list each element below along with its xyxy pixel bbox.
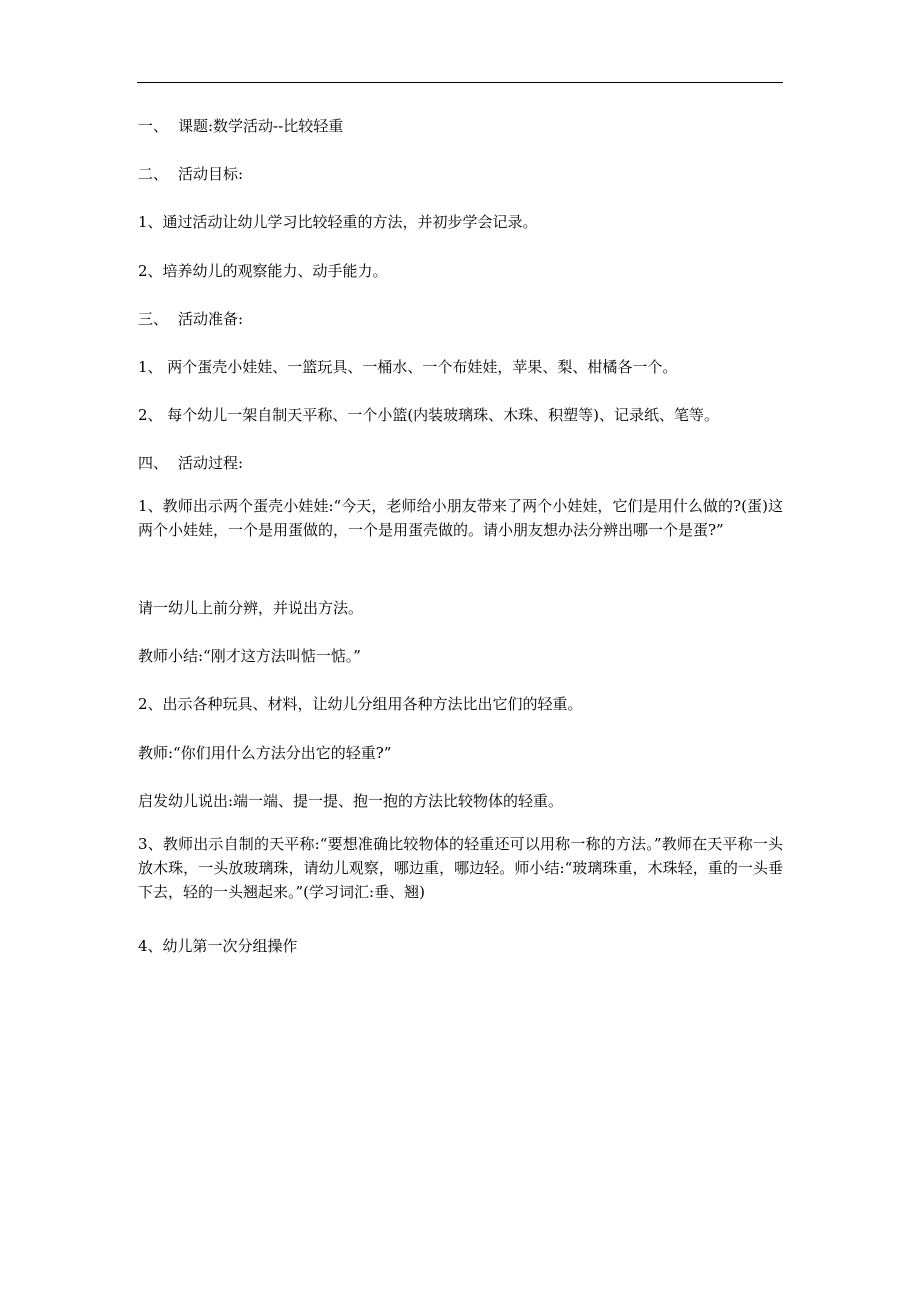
section-heading-process xyxy=(138,452,788,474)
section-heading-preparation xyxy=(138,308,788,330)
process-step-4: 4、幼儿第一次分组操作 xyxy=(138,937,298,955)
process-step-2: 2、出示各种玩具、材料，让幼儿分组用各种方法比出它们的轻重。 xyxy=(138,695,583,713)
section-heading-goals xyxy=(138,163,788,185)
section-heading-topic xyxy=(138,115,788,137)
process-paragraph: 启发幼儿说出:端一端、提一提、抱一抱的方法比较物体的轻重。 xyxy=(138,792,564,810)
section-number: 三、 xyxy=(138,310,169,328)
section-number: 四、 xyxy=(138,454,169,472)
preparation-item-1: 1、 两个蛋壳小娃娃、一篮玩具、一桶水、一个布娃娃，苹果、梨、柑橘各一个。 xyxy=(138,358,678,376)
goal-item-2: 2、培养幼儿的观察能力、动手能力。 xyxy=(138,262,388,280)
preparation-item-2: 2、 每个幼儿一架自制天平称、一个小篮(内装玻璃珠、木珠、积塑等)、记录纸、笔等。 xyxy=(138,406,720,424)
section-number: 二、 xyxy=(138,165,169,183)
goal-item-1: 1、通过活动让幼儿学习比较轻重的方法，并初步学会记录。 xyxy=(138,213,538,231)
process-paragraph: 教师:“你们用什么方法分出它的轻重?” xyxy=(138,744,392,762)
process-paragraph: 请一幼儿上前分辨，并说出方法。 xyxy=(138,599,364,617)
section-title: 活动准备: xyxy=(178,310,244,328)
header-rule xyxy=(137,82,783,83)
section-title: 课题:数学活动--比较轻重 xyxy=(178,117,344,135)
process-step-1: 1、教师出示两个蛋壳小娃娃:“今天，老师给小朋友带来了两个小娃娃，它们是用什么做的?(蛋)这两个小娃娃，一个是用蛋做的，一个是用蛋壳做的。请小朋友想办法分辨出哪一个是蛋?” xyxy=(138,497,783,539)
process-paragraph: 教师小结:“刚才这方法叫惦一惦。” xyxy=(138,647,361,665)
section-title: 活动过程: xyxy=(178,454,244,472)
section-title: 活动目标: xyxy=(178,165,244,183)
process-step-3: 3、教师出示自制的天平称:“要想准确比较物体的轻重还可以用称一称的方法。”教师在天平称一头放木珠，一头放玻璃珠，请幼儿观察，哪边重，哪边轻。师小结:“玻璃珠重，木珠轻，重的一头垂下去，轻的一头翘起来。”(学习词汇:垂、翘) xyxy=(138,835,783,901)
section-number: 一、 xyxy=(138,117,169,135)
